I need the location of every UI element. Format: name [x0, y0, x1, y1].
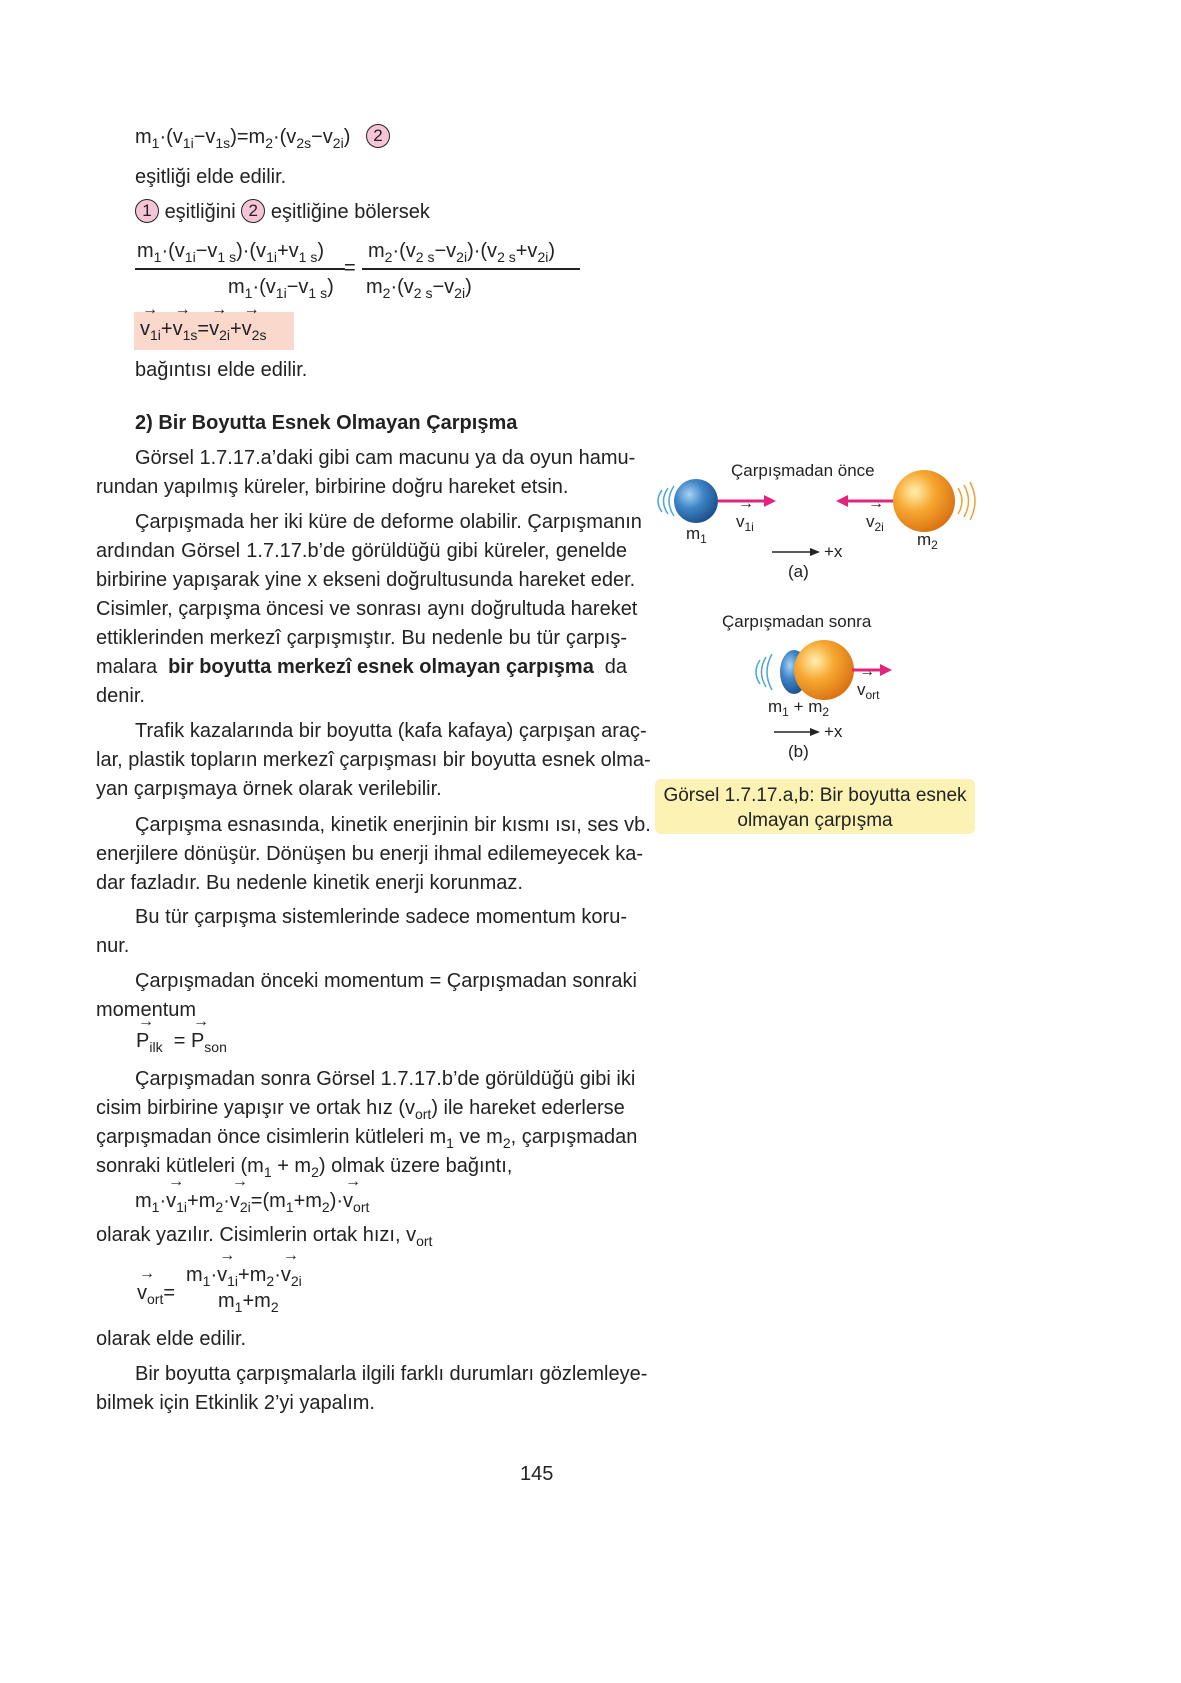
division-statement: [135, 199, 430, 224]
fraction-numerator-left: $m_1\cdot(v_{1i}-v_{1 s})\cdot(v_{1i}+v_{1 s})$: [137, 240, 325, 265]
text-line: Görsel 1.7.17.a’daki gibi cam macunu ya da oyun hamu-: [135, 447, 636, 469]
text-fragment: da: [604, 656, 627, 678]
text-fragment: cisim birbirine yapışır ve ortak hız $(v_{ort})$ ile hareket ederlerse: [96, 1097, 625, 1122]
fraction-bar-right: [362, 268, 580, 270]
ball-m2: [893, 470, 955, 532]
text-line: lar, plastik topların merkezî çarpışması bir boyutta esnek olma-: [96, 749, 651, 771]
ball-m1: [674, 479, 718, 523]
arrow-v2i: [836, 495, 894, 507]
text-line: Cisimler, çarpışma öncesi ve sonrası aynı doğrultuda hareket: [96, 598, 638, 620]
text-line: momentum: [96, 999, 197, 1021]
label-m2: $m_2$: [917, 530, 938, 552]
equation-2: $m_1\cdot(v_{1i}-v_{1s})=m_2\cdot(v_{2s}-v_{2i})$ 2: [135, 124, 390, 151]
vort-numerator: $m_1\cdot\to v_{1i}+m_2\cdot\to v_{2i}$: [186, 1264, 302, 1289]
text-line: eşitliği elde edilir.: [135, 166, 287, 188]
label-m1-plus-m2: $m_1 + m_2$: [768, 697, 830, 719]
motion-waves-left: [658, 486, 674, 516]
fraction-numerator-right: $m_2\cdot(v_{2 s}-v_{2i})\cdot(v_{2 s}+v_{2i})$: [368, 240, 556, 265]
label-vort: → $v_{ort}$: [857, 680, 880, 702]
text-line: olarak elde edilir.: [96, 1328, 247, 1350]
label-v2i: → $v_{2i}$: [866, 512, 884, 534]
text-line: Bir boyutta çarpışmalarla ilgili farklı durumları gözlemleye-: [135, 1363, 648, 1385]
label-m1: $m_1$: [686, 524, 707, 546]
text-line: Çarpışma esnasında, kinetik enerjinin bir kısmı ısı, ses vb.: [135, 814, 651, 836]
text-line: Çarpışmada her iki küre de deforme olabilir. Çarpışmanın: [135, 511, 642, 533]
page-number: 145: [520, 1463, 554, 1485]
text-line: bağıntısı elde edilir.: [135, 359, 308, 381]
fraction-denominator-left: $m_1\cdot(v_{1i}-v_{1 s})$: [228, 276, 334, 301]
figure-label-a: (a): [788, 562, 809, 581]
text-line: çarpışmadan önce cisimlerin kütleleri $m_1$ ve $m_2$, çarpışmadan: [96, 1126, 638, 1151]
fraction-bar-left: [135, 268, 345, 270]
text-fragment: eşitliğine bölersek: [270, 201, 430, 223]
equals-sign: =: [344, 257, 356, 279]
text-fragment: malara: [96, 656, 158, 678]
caption-line: Görsel 1.7.17.a,b: Bir boyutta esnek: [663, 785, 967, 806]
vort-lhs: → $v_{ort}=$: [137, 1282, 175, 1307]
text-line: denir.: [96, 685, 145, 707]
axis-label-a: +x: [824, 542, 843, 561]
bold-term: bir boyutta merkezî esnek olmayan çarpışma: [168, 656, 594, 678]
axis-label-b: +x: [824, 722, 843, 741]
text-line: nur.: [96, 935, 130, 957]
text-line: ettiklerinden merkezî çarpışmıştır. Bu nedenle bu tür çarpış-: [96, 627, 627, 649]
text-line: [96, 1096, 627, 1126]
figure-title-after: Çarpışmadan sonra: [722, 612, 872, 631]
axis-arrow-b: [774, 728, 820, 736]
caption-line: olmayan çarpışma: [737, 810, 893, 831]
momentum-equation: $m_1\cdot\to v_{1i}+m_2\cdot\to v_{2i}=(m_1+m_2)\cdot\to v_{ort}$: [135, 1190, 369, 1215]
text-line: bilmek için Etkinlik 2’yi yapalım.: [96, 1392, 375, 1414]
text-line: Bu tür çarpışma sistemlerinde sadece momentum koru-: [135, 906, 627, 928]
vort-denominator: $m_1+m_2$: [218, 1290, 279, 1315]
text-line: Çarpışmadan sonra Görsel 1.7.17.b’de görüldüğü gibi iki: [135, 1068, 636, 1090]
figure-title-before: Çarpışmadan önce: [731, 461, 875, 480]
collision-figure: [640, 450, 1000, 770]
fraction-denominator-right: $m_2\cdot(v_{2 s}-v_{2i})$: [366, 276, 472, 301]
text-line: enerjilere dönüşür. Dönüşen bu enerji ihmal edilemeyecek ka-: [96, 843, 643, 865]
text-line: ardından Görsel 1.7.17.b’de görüldüğü gibi küreler, genelde: [96, 540, 627, 562]
text-line: birbirine yapışarak yine x ekseni doğrultusunda hareket eder.: [96, 569, 636, 591]
section-title: 2) Bir Boyutta Esnek Olmayan Çarpışma: [135, 412, 518, 434]
label-v1i: → $v_{1i}$: [736, 512, 754, 534]
text-line: sonraki kütleleri $(m_1 + m_2)$ olmak üzere bağıntı,: [96, 1155, 513, 1180]
momentum-conservation: → $P_{ilk}$ = → $P_{son}$: [136, 1030, 227, 1055]
motion-waves-b: [756, 654, 772, 690]
text-line: olarak yazılır. Cisimlerin ortak hızı, $v_{ort}$: [96, 1224, 433, 1249]
text-line: Trafik kazalarında bir boyutta (kafa kafaya) çarpışan araç-: [135, 720, 647, 742]
equation-ref-2: 2: [241, 199, 265, 223]
text-line: yan çarpışmaya örnek olarak verilebilir.: [96, 778, 442, 800]
velocity-relation: → $v_{1i}+\to v_{1s}=\to v_{2i}+\to v_{2s}$: [140, 318, 266, 343]
text-fragment: eşitliğini: [164, 201, 236, 223]
text-line: dar fazladır. Bu nedenle kinetik enerji korunmaz.: [96, 872, 523, 894]
text-line: Çarpışmadan önceki momentum = Çarpışmadan sonraki: [135, 970, 637, 992]
text-line: rundan yapılmış küreler, birbirine doğru hareket etsin.: [96, 476, 569, 498]
equation-ref-1: 1: [135, 199, 159, 223]
figure-label-b: (b): [788, 742, 809, 761]
equation-number-2: 2: [366, 124, 390, 148]
text-line-with-bold: [96, 655, 627, 679]
ball-m2-combined: [794, 640, 854, 700]
motion-waves-right: [958, 482, 975, 520]
axis-arrow-a: [772, 548, 820, 556]
